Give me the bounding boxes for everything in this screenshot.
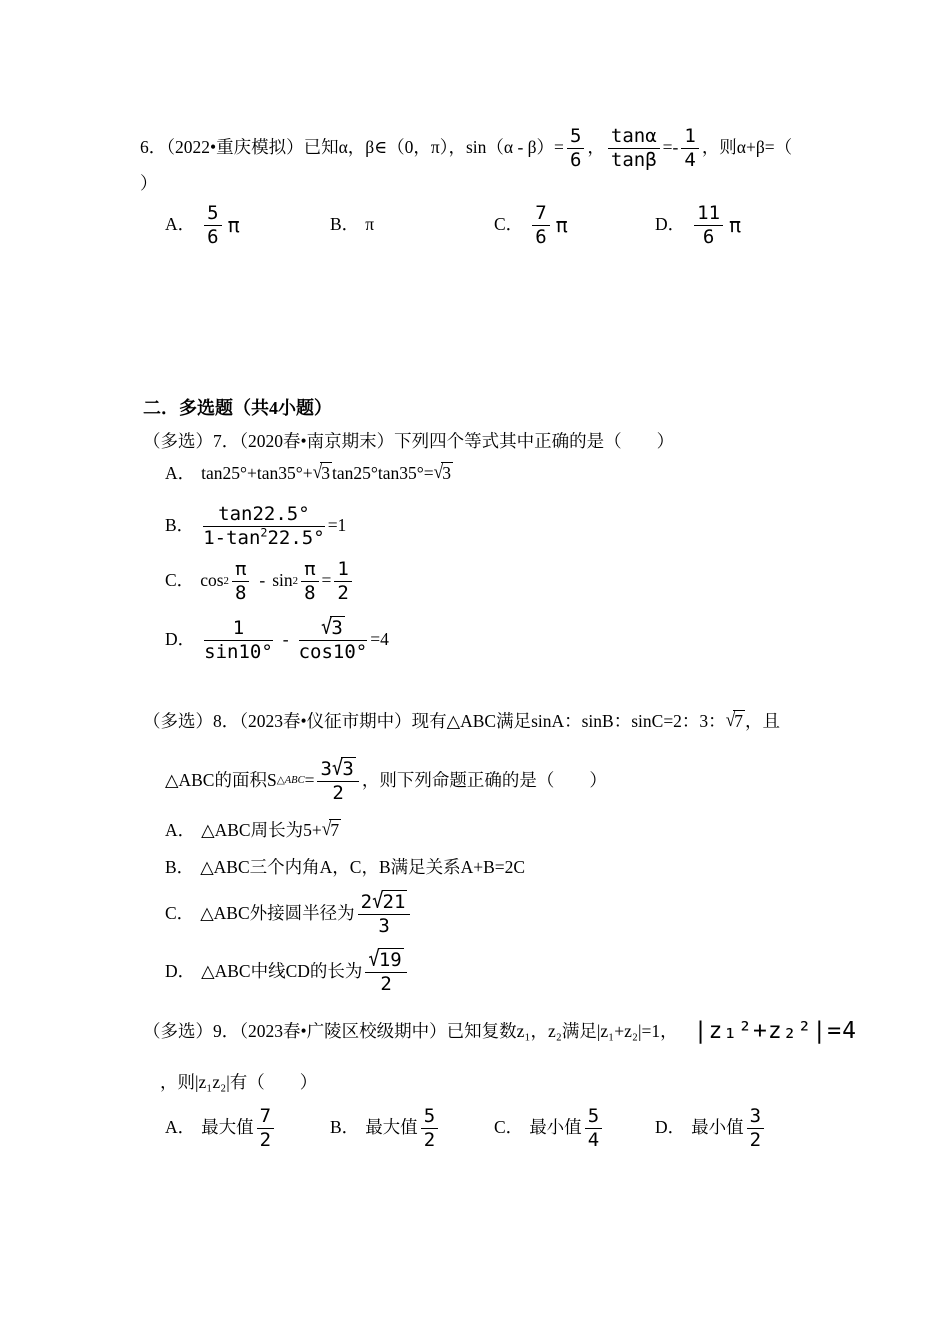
question-8-line2: △ABC的面积S △ABC = $\frac{3√3}{2}$ ，则下列命题正确的是（ ） <box>165 755 607 804</box>
option-text: 最大值 <box>365 1117 418 1138</box>
option-label: A． <box>165 463 196 484</box>
q7-option-a <box>165 456 453 492</box>
sqrt-sign: √ <box>320 614 333 640</box>
option-text: △ABC周长为5+ <box>201 820 322 841</box>
q9-option-b <box>330 1102 441 1154</box>
pi-symbol: π <box>729 212 742 237</box>
equals-minus: =- <box>662 137 679 158</box>
question-8-text: ，则下列命题正确的是（ ） <box>361 770 607 791</box>
formula-text: sin <box>272 570 293 591</box>
option-label: C． <box>165 903 195 924</box>
q7-option-c: C． cos 2 $\frac{\pi}{8}$ - sin 2 $\frac{\pi}{8}$ = $\frac{1}{2}$ <box>165 556 355 606</box>
sqrt-sign: √ <box>433 460 444 483</box>
question-6-line2: ） <box>140 173 158 193</box>
fraction-1-4: $\frac{1}{4}$ <box>681 126 698 170</box>
option-label: C． <box>494 1117 524 1138</box>
sqrt: √7 <box>322 819 341 843</box>
fraction: $\frac{7}{6}$ <box>532 203 549 247</box>
question-8-text: △ABC的面积S <box>165 770 277 791</box>
q8-option-a <box>165 814 341 848</box>
fraction: $\frac{√19}{2}$ <box>365 950 406 994</box>
formula-text: =4 <box>370 629 389 650</box>
option-label: C． <box>494 214 524 235</box>
option-text: △ABC三个内角A，C，B满足关系A+B=2C <box>200 857 526 878</box>
formula-text: cos <box>200 570 224 591</box>
q7-option-d <box>165 612 389 668</box>
q6-option-a <box>165 198 240 252</box>
sqrt: √3 <box>331 755 354 781</box>
sqrt: √7 <box>726 710 745 734</box>
fraction: $\frac{\tan 22.5^\circ}{1-\tan^222.5^\circ}$ <box>203 502 325 549</box>
fraction: $\frac{\pi}{8}$ <box>232 559 249 603</box>
q8-option-b <box>165 854 525 882</box>
formula-text: = <box>321 570 332 591</box>
q6-option-c <box>494 198 568 252</box>
equals-sign: = <box>304 770 315 791</box>
fraction: $\frac{5}{6}$ <box>204 203 221 247</box>
sqrt-sign: √ <box>331 755 344 781</box>
q9-option-d <box>655 1102 767 1154</box>
option-text: △ABC中线CD的长为 <box>201 961 363 982</box>
fraction-5-6: $\frac{5}{6}$ <box>567 126 584 170</box>
question-8-text: （多选）8．（2023春•仪征市期中）现有△ABC满足sinA：sinB：sinC=2：3： <box>143 711 726 732</box>
option-label: B． <box>330 1117 360 1138</box>
minus-sign: - <box>282 629 289 650</box>
question-8-text: ，且 <box>745 711 781 732</box>
fraction: $\frac{√3}{\cos 10^\circ}$ <box>298 614 368 663</box>
q6-option-b <box>330 198 374 252</box>
question-9-text: （多选）9．（2023春•广陵区校级期中）已知复数z₁，z₂满足|z₁+z₂|=1， <box>143 1021 678 1042</box>
fraction: $\frac{3}{2}$ <box>747 1106 764 1150</box>
question-6-suffix: ，则α+β=（ <box>701 137 793 158</box>
question-8-title <box>143 702 780 742</box>
question-9-line2: ，则|z₁z₂|有（ ） <box>160 1072 318 1092</box>
option-label: B． <box>165 857 195 878</box>
option-label: B． <box>165 515 195 536</box>
sqrt-sign: √ <box>321 817 332 840</box>
complex-modulus-formula: |z₁²+z₂²|=4 <box>693 1018 857 1045</box>
option-label: D． <box>165 629 196 650</box>
formula-text: tan25°+tan35°+ <box>201 463 313 484</box>
option-label: B． <box>330 214 360 235</box>
fraction: $\frac{\pi}{8}$ <box>301 559 318 603</box>
pi-symbol: π <box>555 212 568 237</box>
fraction: $\frac{1}{2}$ <box>334 559 351 603</box>
option-label: A． <box>165 214 196 235</box>
sqrt: √3 <box>434 462 453 486</box>
sqrt-sign: √ <box>725 708 736 731</box>
sqrt-sign: √ <box>368 946 380 972</box>
option-label: D． <box>655 214 686 235</box>
q9-option-a <box>165 1102 277 1154</box>
section-2-heading: 二．多选题（共4小题） <box>143 398 332 418</box>
sqrt-sign: √ <box>372 888 384 914</box>
sqrt: √21 <box>372 888 406 914</box>
option-text: 最小值 <box>529 1117 582 1138</box>
option-label: A． <box>165 1117 196 1138</box>
area-fraction: $\frac{3√3}{2}$ <box>317 759 358 803</box>
question-6-text: 6．（2022•重庆模拟）已知α，β∈（0，π），sin（α - β）= <box>140 137 564 158</box>
formula-text: =1 <box>327 515 347 536</box>
pi-symbol: π <box>227 212 240 237</box>
option-label: D． <box>165 961 196 982</box>
option-label: D． <box>655 1117 686 1138</box>
fraction: $\frac{2√21}{3}$ <box>358 892 411 936</box>
q7-option-b <box>165 498 346 554</box>
question-9-line1 <box>143 1008 857 1056</box>
q6-option-d <box>655 198 741 252</box>
fraction: $\frac{5}{4}$ <box>585 1106 602 1150</box>
fraction-tan: $\frac{\tan\alpha}{\tan\beta}$ <box>608 126 660 170</box>
option-label: A． <box>165 820 196 841</box>
option-text: △ABC外接圆半径为 <box>200 903 355 924</box>
fraction: $\frac{1}{\sin 10^\circ}$ <box>204 616 273 663</box>
fraction: $\frac{11}{6}$ <box>694 203 723 247</box>
option-text: 最大值 <box>201 1117 254 1138</box>
formula-text: tan25°tan35°= <box>332 463 434 484</box>
fraction: $\frac{5}{2}$ <box>421 1106 438 1150</box>
fraction: $\frac{7}{2}$ <box>257 1106 274 1150</box>
sqrt: √19 <box>368 946 402 972</box>
question-6-line1 <box>140 118 792 178</box>
minus-sign: - <box>259 570 266 591</box>
sqrt: √3 <box>313 462 332 486</box>
option-text: 最小值 <box>691 1117 744 1138</box>
q8-option-d <box>165 946 410 998</box>
separator: ， <box>587 137 605 158</box>
q8-option-c <box>165 888 413 940</box>
q9-option-c <box>494 1102 605 1154</box>
sqrt-sign: √ <box>312 460 323 483</box>
option-label: C． <box>165 570 195 591</box>
sqrt: √3 <box>320 614 343 640</box>
question-7-title: （多选）7．（2020春•南京期末）下列四个等式其中正确的是（ ） <box>143 431 675 451</box>
pi-symbol: π <box>365 214 375 235</box>
